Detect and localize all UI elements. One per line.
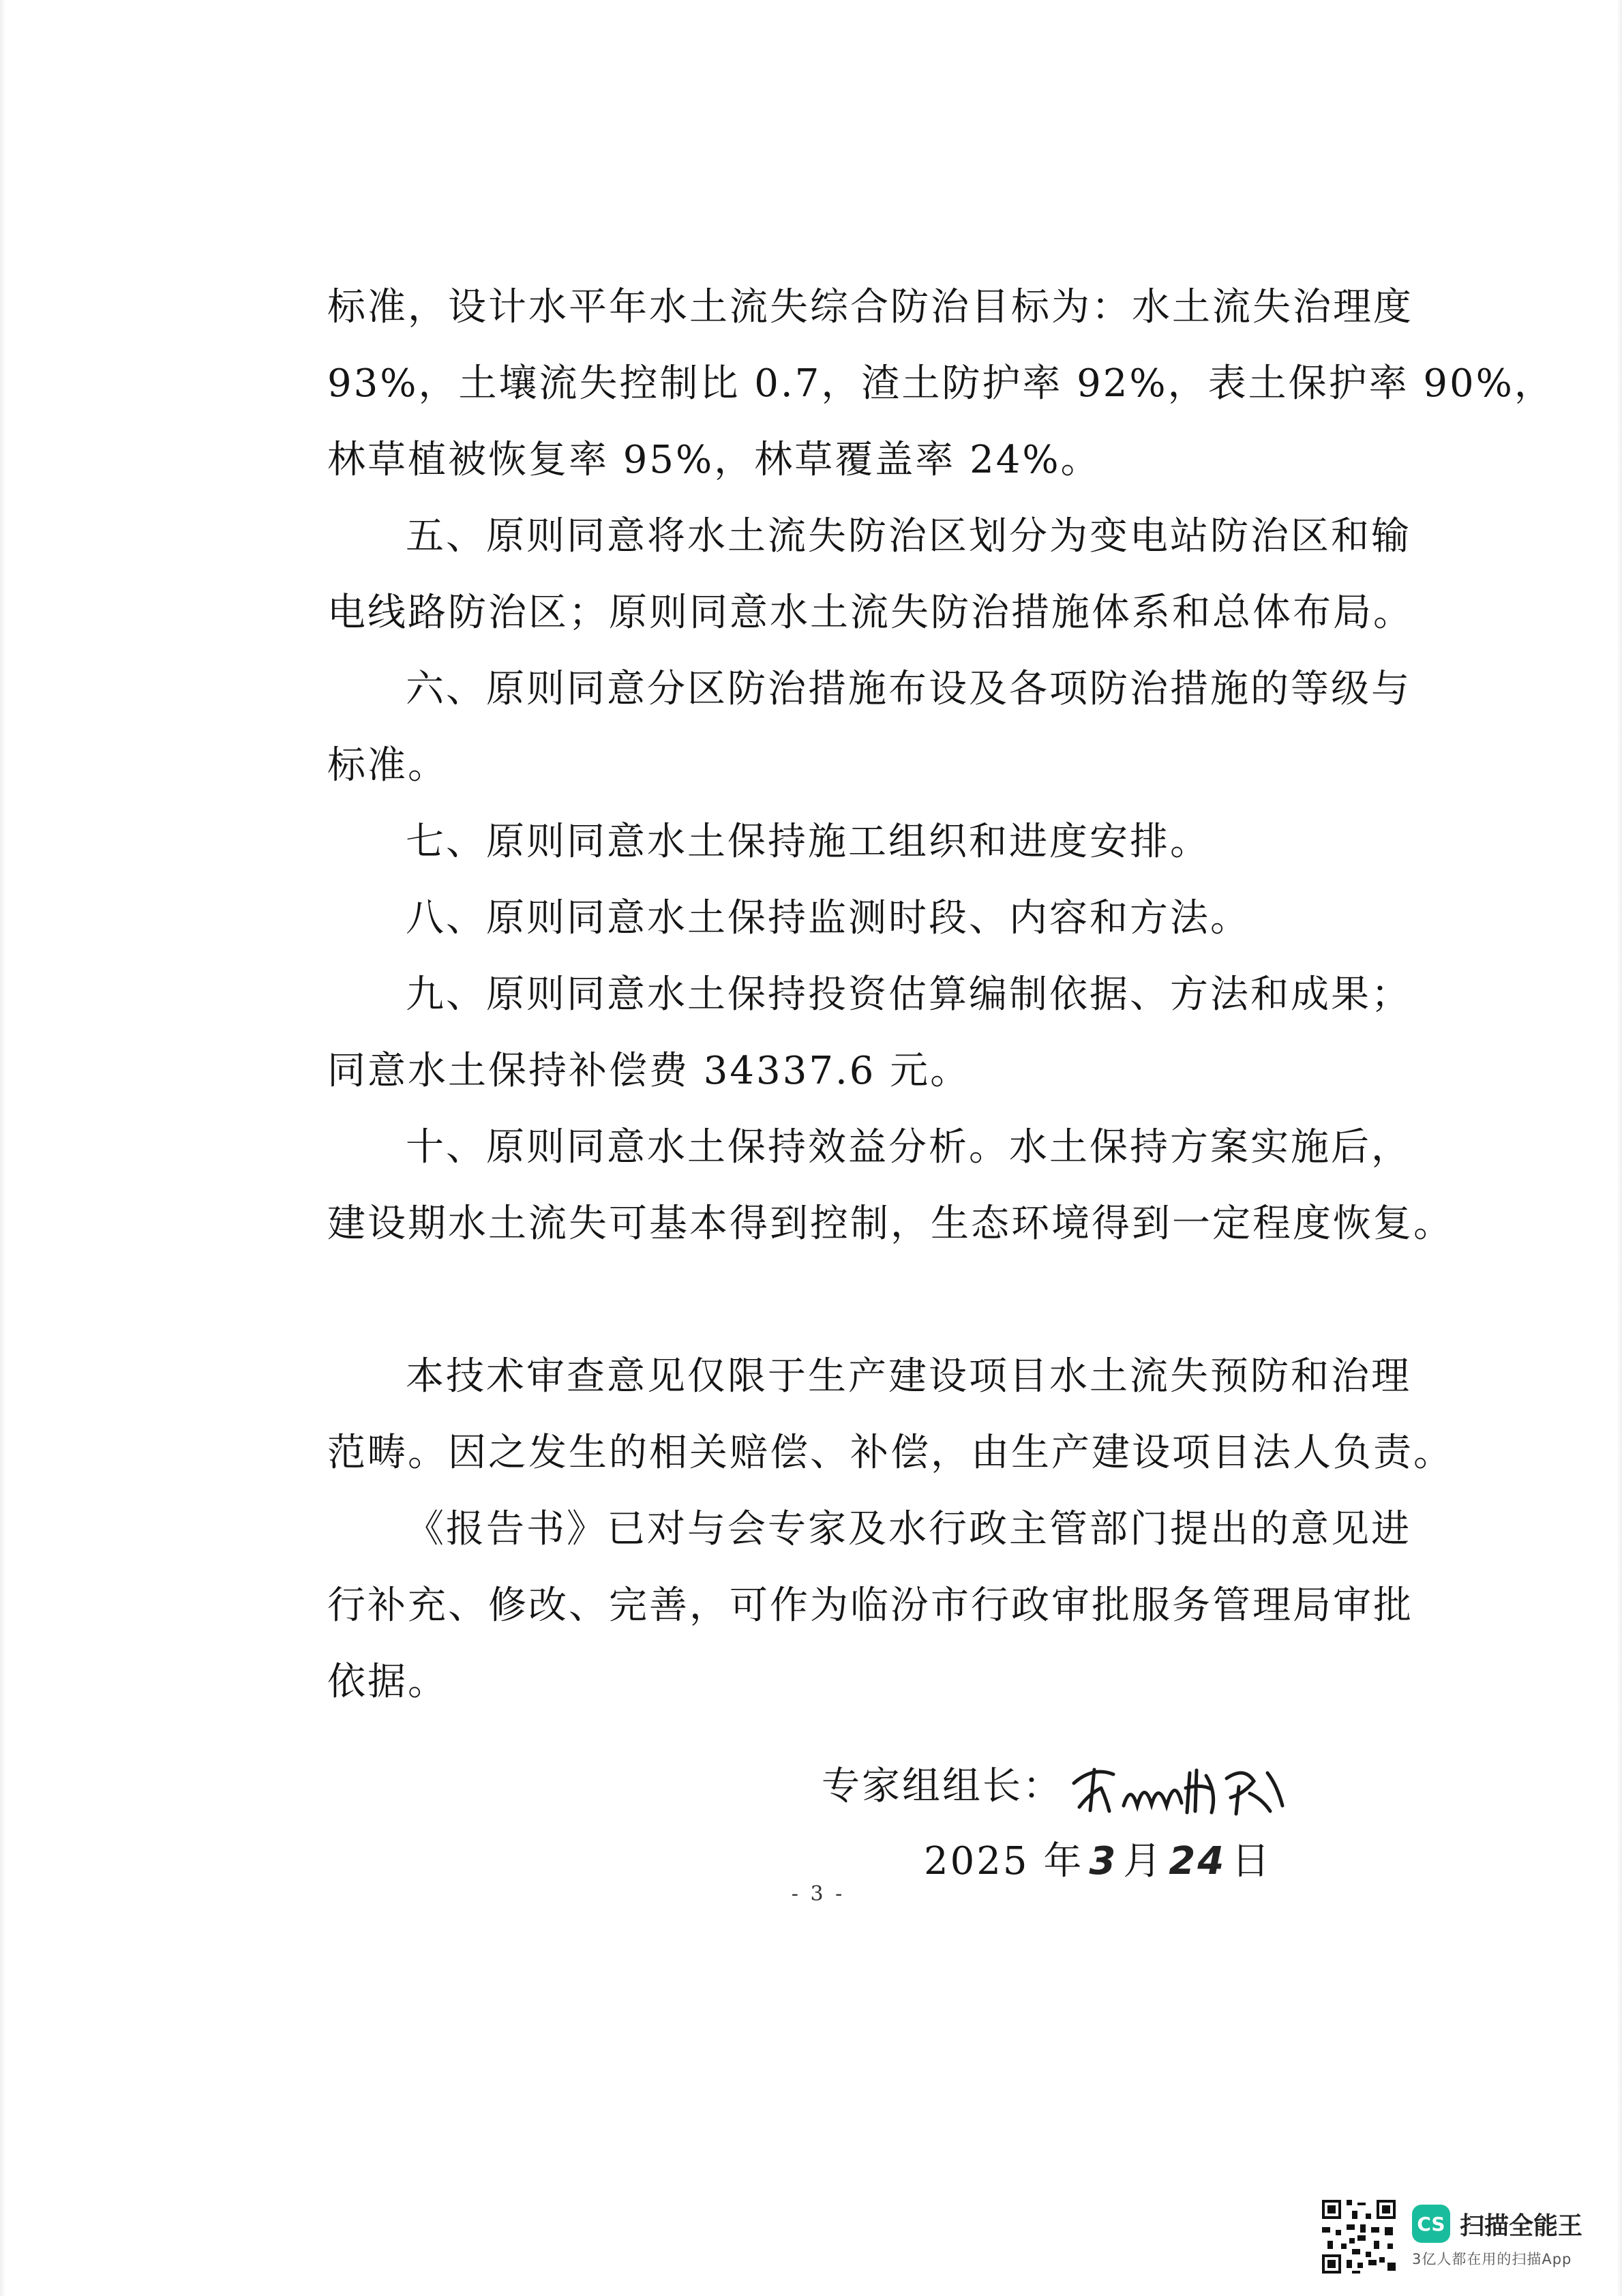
signature-block (822, 1746, 1291, 1828)
date-month-suffix: 月 (1123, 1839, 1164, 1883)
body-line: 标准。 (327, 743, 448, 788)
document-body (327, 269, 1555, 1720)
scan-edge-right (1617, 0, 1622, 2296)
body-line: 林草植被恢复率 95%，林草覆盖率 24%。 (327, 438, 1101, 482)
leader-label: 专家组组长： (822, 1764, 1063, 1808)
body-line: 同意水土保持补偿费 34337.6 元。 (327, 1049, 971, 1093)
page-number: - 3 - (791, 1882, 845, 1906)
date-year: 2025 年 (924, 1839, 1084, 1883)
body-line: 五、原则同意将水土流失防治区划分为变电站防治区和输 (406, 514, 1411, 558)
body-line: 依据。 (327, 1660, 448, 1704)
camscanner-logo-icon: CS (1412, 2205, 1450, 2243)
signing-date (924, 1828, 1272, 1896)
brand-name: 扫描全能王 (1459, 2211, 1582, 2240)
brand-tagline: 3亿人都在用的扫描App (1411, 2251, 1572, 2267)
qr-code-icon (1319, 2197, 1398, 2276)
paragraph-gap (327, 1262, 1309, 1339)
brand-block (1412, 2205, 1582, 2269)
handwritten-signature (1066, 1746, 1291, 1828)
body-line: 范畴。因之发生的相关赔偿、补偿，由生产建设项目法人负责。 (327, 1431, 1454, 1475)
body-line: 本技术审查意见仅限于生产建设项目水土流失预防和治理 (406, 1354, 1411, 1399)
body-line: 标准，设计水平年水土流失综合防治目标为：水土流失治理度 (327, 285, 1413, 329)
date-day-suffix: 日 (1231, 1839, 1272, 1883)
body-line: 93%，土壤流失控制比 0.7，渣土防护率 92%，表土保护率 90%， (327, 361, 1555, 406)
body-line: 七、原则同意水土保持施工组织和进度安排。 (406, 820, 1210, 864)
scanner-watermark (1319, 2197, 1582, 2276)
body-line: 十、原则同意水土保持效益分析。水土保持方案实施后， (406, 1125, 1411, 1169)
body-line: 建设期水土流失可基本得到控制，生态环境得到一定程度恢复。 (327, 1202, 1454, 1246)
body-line: 八、原则同意水土保持监测时段、内容和方法。 (406, 896, 1250, 940)
brand-row (1412, 2205, 1582, 2243)
scan-edge-left (0, 0, 5, 2296)
body-line: 六、原则同意分区防治措施布设及各项防治措施的等级与 (406, 667, 1411, 711)
body-line: 电线路防治区；原则同意水土流失防治措施体系和总体布局。 (327, 591, 1413, 635)
date-day-handwritten: 24 (1169, 1839, 1227, 1883)
body-line: 《报告书》已对与会专家及水行政主管部门提出的意见进 (406, 1507, 1411, 1551)
body-line: 行补充、修改、完善，可作为临汾市行政审批服务管理局审批 (327, 1583, 1413, 1628)
body-line: 九、原则同意水土保持投资估算编制依据、方法和成果； (406, 972, 1411, 1017)
date-month-handwritten: 3 (1089, 1839, 1118, 1883)
